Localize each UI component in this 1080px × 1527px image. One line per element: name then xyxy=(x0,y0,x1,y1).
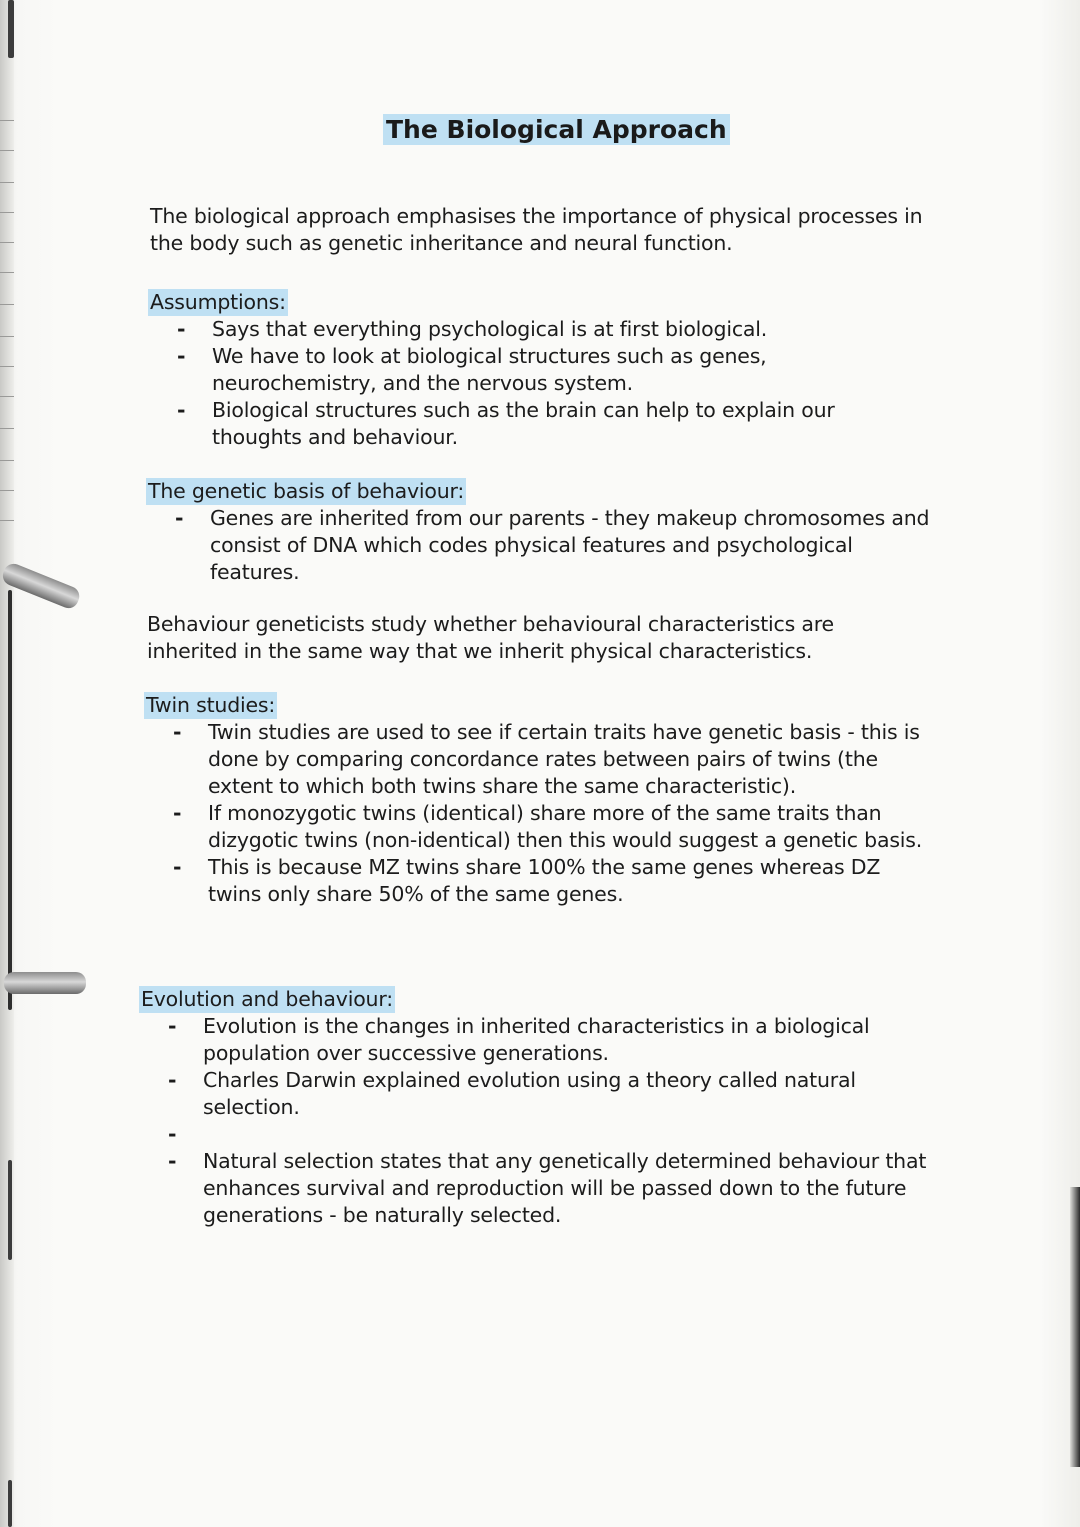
edge-tick xyxy=(0,150,14,151)
binder-edge-mark xyxy=(8,0,14,58)
list-item: - Charles Darwin explained evolution using a theory called natural selection. xyxy=(141,1067,931,1121)
list-item: - Natural selection states that any genetically determined behaviour that enhances survival and reproduction will be passed down to the future generations - be naturally selected. xyxy=(141,1148,931,1229)
edge-tick xyxy=(0,120,14,121)
twins-heading: Twin studies: xyxy=(146,693,276,717)
edge-tick xyxy=(0,304,14,305)
intro-paragraph xyxy=(150,203,930,257)
edge-tick xyxy=(0,520,14,521)
edge-tick xyxy=(0,396,14,397)
assumptions-list xyxy=(150,316,910,451)
edge-tick xyxy=(0,272,14,273)
list-item: - Says that everything psychological is at first biological. xyxy=(150,316,910,343)
list-item: - Evolution is the changes in inherited characteristics in a biological population over successive generations. xyxy=(141,1013,931,1067)
list-item: - If monozygotic twins (identical) share more of the same traits than dizygotic twins (non-identical) then this would suggest a genetic basis. xyxy=(146,800,926,854)
list-spacer xyxy=(141,1121,931,1148)
twins-list xyxy=(146,719,926,908)
genetic-section xyxy=(148,478,938,586)
evolution-section xyxy=(141,986,931,1229)
assumptions-heading: Assumptions: xyxy=(150,290,286,314)
binder-edge-mark xyxy=(8,590,12,1010)
twins-section xyxy=(146,692,926,908)
intro-text: The biological approach emphasises the importance of physical processes in the body such as genetic inheritance and neural function. xyxy=(150,204,923,255)
edge-tick xyxy=(0,182,14,183)
list-item: - Genes are inherited from our parents - they makeup chromosomes and consist of DNA which codes physical features and psychological features. xyxy=(148,505,938,586)
geneticists-text: Behaviour geneticists study whether behavioural characteristics are inherited in the same way that we inherit physical characteristics. xyxy=(147,612,834,663)
list-item: - We have to look at biological structures such as genes, neurochemistry, and the nervous system. xyxy=(150,343,910,397)
binder-ring xyxy=(4,972,86,994)
edge-tick xyxy=(0,460,14,461)
evolution-heading: Evolution and behaviour: xyxy=(141,987,393,1011)
list-item: - This is because MZ twins share 100% the same genes whereas DZ twins only share 50% of the same genes. xyxy=(146,854,926,908)
list-item: - Biological structures such as the brain can help to explain our thoughts and behaviour. xyxy=(150,397,910,451)
evolution-list xyxy=(141,1013,931,1229)
edge-tick xyxy=(0,490,14,491)
binder-edge-mark xyxy=(8,1160,12,1260)
genetic-list xyxy=(148,505,938,586)
list-item: - Twin studies are used to see if certain traits have genetic basis - this is done by comparing concordance rates between pairs of twins (the extent to which both twins share the same characteristic). xyxy=(146,719,926,800)
edge-tick xyxy=(0,336,14,337)
page-edge-shadow xyxy=(1070,1187,1080,1467)
geneticists-paragraph xyxy=(147,611,917,665)
edge-tick xyxy=(0,366,14,367)
edge-tick xyxy=(0,242,14,243)
page-title: The Biological Approach xyxy=(383,114,730,145)
edge-tick xyxy=(0,428,14,429)
edge-tick xyxy=(0,212,14,213)
assumptions-section xyxy=(150,289,910,451)
binder-edge-mark xyxy=(8,1480,12,1527)
genetic-heading: The genetic basis of behaviour: xyxy=(148,479,465,503)
